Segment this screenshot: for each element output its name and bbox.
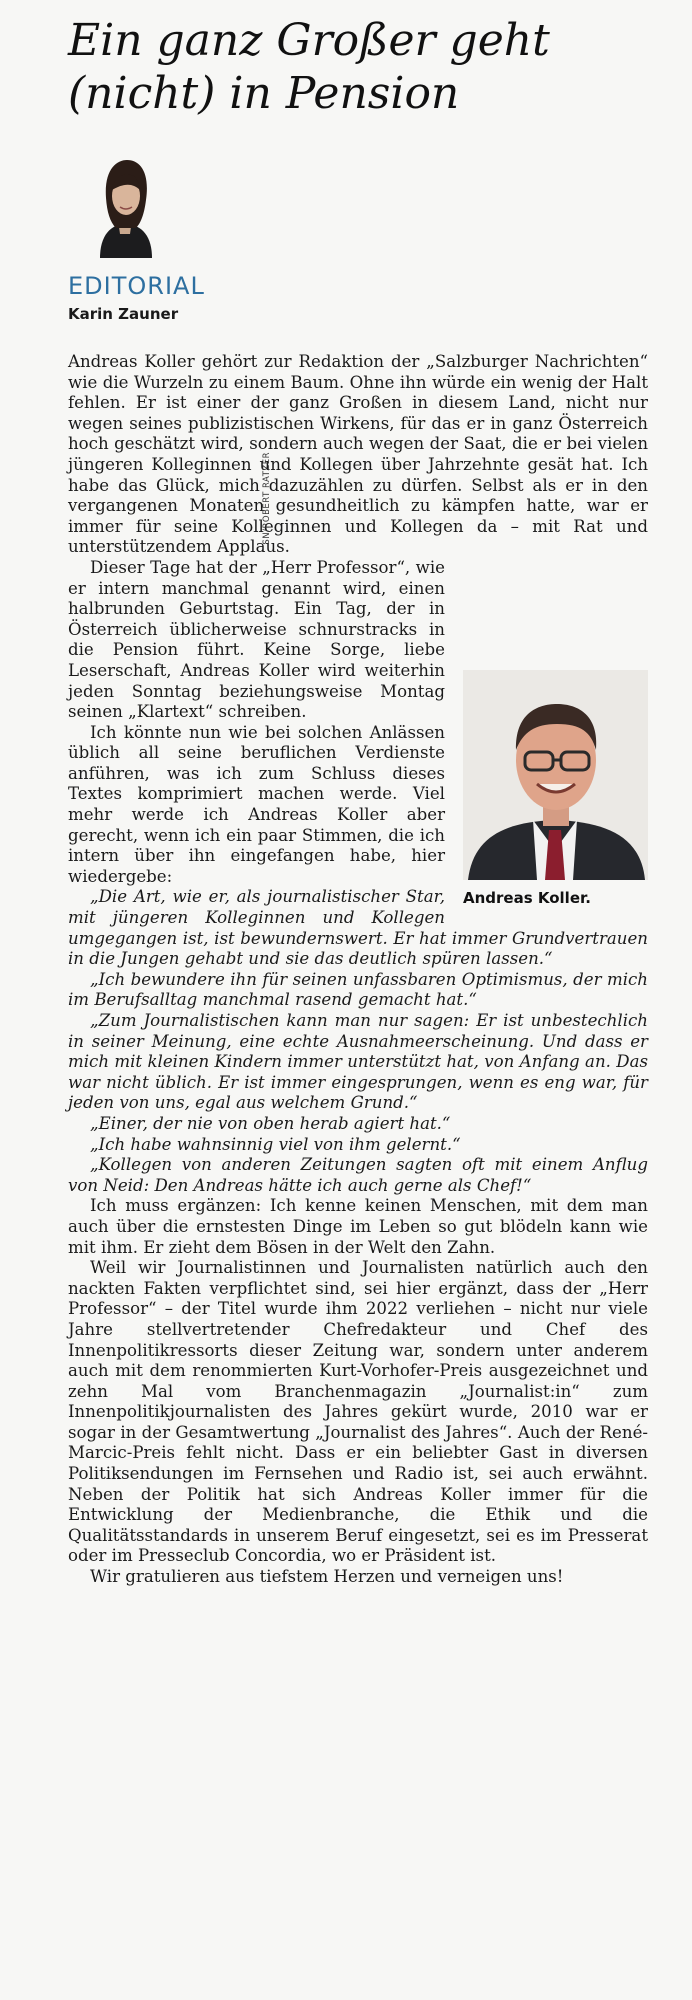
portrait-figure	[262, 452, 648, 909]
author-photo	[80, 150, 170, 258]
quote-3: „Zum Journalistischen kann man nur sagen: Er ist unbestechlich in seiner Meinung, eine echte Ausnahmeerscheinung. Und dass er mich mit kleinen Kindern immer unterstützt hat, von Anfang an. Das war nicht üblich. Er ist immer eingesprungen, wenn es eng war, für jeden von uns, egal aus welchem Grund.“	[68, 1011, 648, 1113]
rubric-label: EDITORIAL	[68, 272, 205, 300]
author-name: Karin Zauner	[68, 305, 179, 323]
article-body	[68, 352, 648, 1588]
headline	[68, 14, 668, 120]
quote-6: „Kollegen von anderen Zeitungen sagten oft mit einem Anflug von Neid: Den Andreas hätte ich auch gerne als Chef!“	[68, 1155, 648, 1195]
paragraph-1: Andreas Koller gehört zur Redaktion der „Salzburger Nachrichten“ wie die Wurzeln zu einem Baum. Ohne ihn würde ein wenig der Halt fehlen. Er ist einer der ganz Großen in diesem Land, nicht nur wegen seines publizistischen Wirkens, für das er in ganz Österreich hoch geschätzt wird, sondern auch wegen der Saat, die er bei vielen jüngeren Kolleginnen und Kollegen über Jahrzehnte gesät hat. Ich habe das Glück, mich dazuzählen zu dürfen. Selbst als er in den vergangenen Monaten gesundheitlich zu kämpfen hatte, war er immer für seine Kolleginnen und Kollegen da – mit Rat und unterstützendem Applaus.	[68, 352, 648, 557]
paragraph-5: Weil wir Journalistinnen und Journalisten natürlich auch den nackten Fakten verpflichtet sind, sei hier ergänzt, dass der „Herr Professor“ – der Titel wurde ihm 2022 verliehen – nicht nur viele Jahre stellvertretender Chefredakteur und Chef des Innenpolitikressorts dieser Zeitung war, sondern unter anderem auch mit dem renommierten Kurt-Vorhofer-Preis ausgezeichnet und zehn Mal vom Branchenmagazin „Journalist:in“ zum Innenpolitikjournalisten des Jahres gekürt wurde, 2010 war er sogar in der Gesamtwertung „Journalist des Jahres“. Auch der René-Marcic-Preis fehlt nicht. Dass er ein beliebter Gast in diversen Politiksendungen im Fernsehen und Radio ist, sei auch erwähnt. Neben der Politik hat sich Andreas Koller immer für die Entwicklung der Medienbranche, die Ethik und die Qualitätsstandards in unserem Beruf eingesetzt, sei es im Presserat oder im Presseclub Concordia, wo er Präsident ist.	[68, 1258, 648, 1566]
quote-1: „Die Art, wie er, als journalistischer Star, mit jüngeren Kolleginnen und Kollegen umgegangen ist, ist bewundernswert. Er hat immer Grundvertrauen in die Jungen gehabt und sie das deutlich spüren lassen.“	[68, 887, 648, 969]
headline-line-1: Ein ganz Großer geht	[68, 15, 550, 66]
quote-5: „Ich habe wahnsinnig viel von ihm gelernt.“	[90, 1134, 461, 1154]
paragraph-6: Wir gratulieren aus tiefstem Herzen und verneigen uns!	[90, 1567, 564, 1587]
paragraph-2: Dieser Tage hat der „Herr Professor“, wie er intern manchmal genannt wird, einen halbrunden Geburtstag. Ein Tag, der in Österreich üblicherweise schnurstracks in die Pension führt. Keine Sorge, liebe Leserschaft, Andreas Koller wird weiterhin jeden Sonntag beziehungsweise Montag seinen „Klartext“ schreiben.	[68, 557, 445, 722]
photo-caption: Andreas Koller.	[463, 888, 591, 907]
photo-credit: SN/ROBERT RATZER	[262, 452, 272, 545]
quote-2: „Ich bewundere ihn für seinen unfassbaren Optimismus, der mich im Berufsalltag manchmal rasend gemacht hat.“	[68, 969, 648, 1010]
paragraph-3: Ich könnte nun wie bei solchen Anlässen üblich all seine beruflichen Verdienste anführen, was ich zum Schluss dieses Textes komprimiert machen werde. Viel mehr werde ich Andreas Koller aber gerecht, wenn ich ein paar Stimmen, die ich intern über ihn eingefangen habe, hier wiedergebe:	[68, 722, 445, 886]
portrait-image	[463, 670, 648, 880]
paragraph-4: Ich muss ergänzen: Ich kenne keinen Menschen, mit dem man auch über die ernstesten Dinge im Leben so gut blödeln kann wie mit ihm. Er zieht dem Bösen in der Welt den Zahn.	[68, 1196, 648, 1257]
quote-4: „Einer, der nie von oben herab agiert hat.“	[90, 1113, 451, 1133]
headline-line-2: (nicht) in Pension	[68, 68, 460, 119]
